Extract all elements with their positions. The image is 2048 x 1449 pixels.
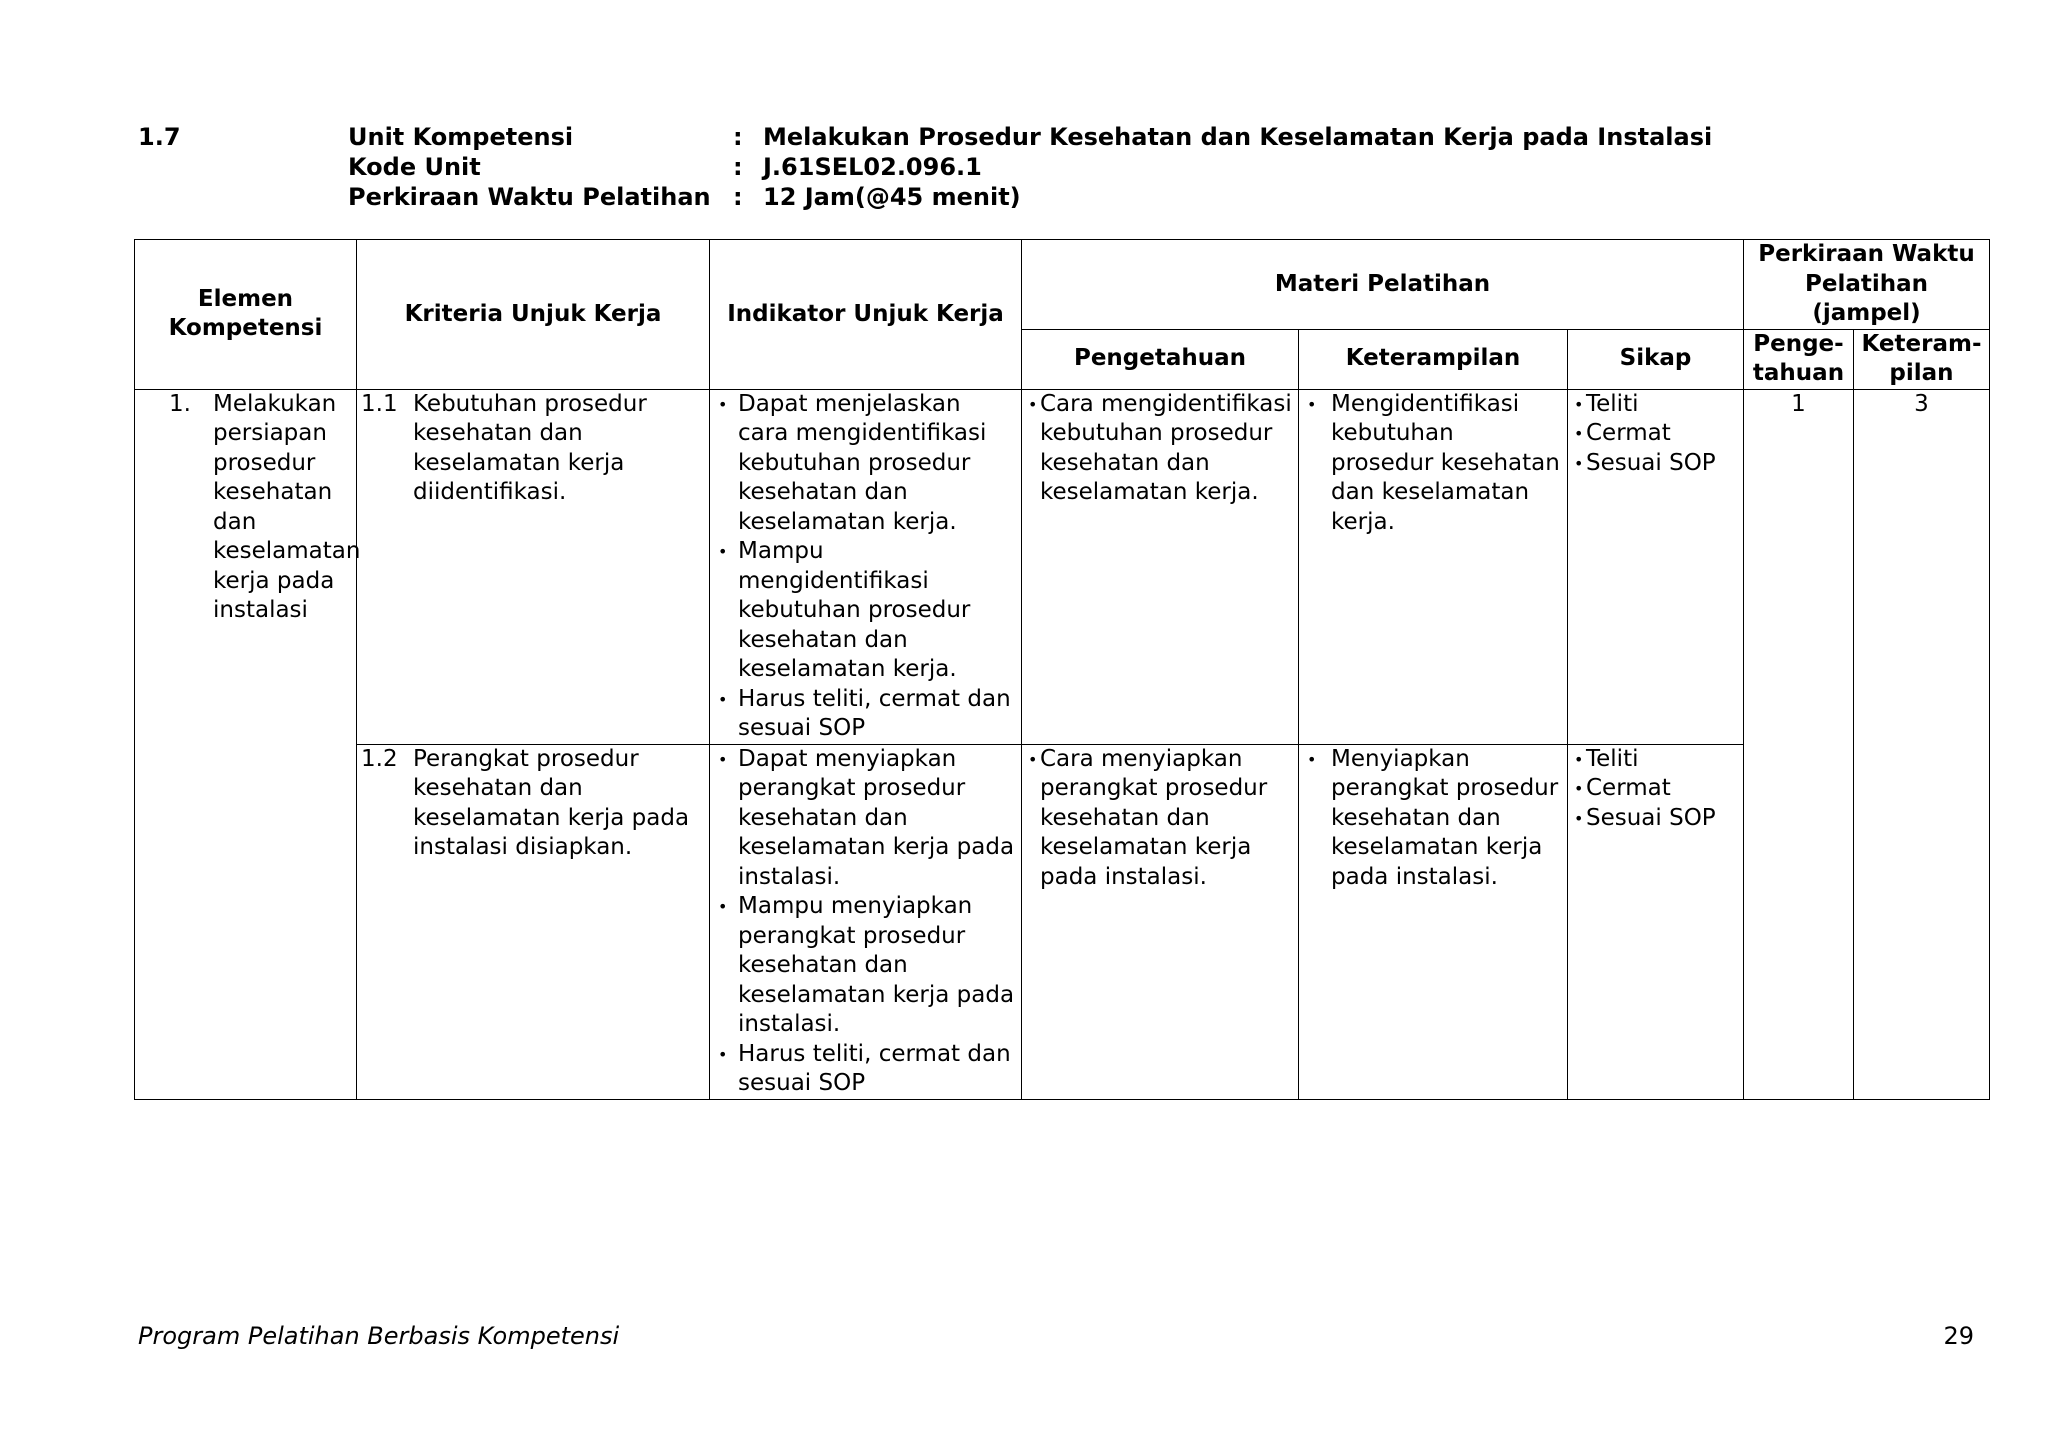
kuk-number: 1.1 — [361, 390, 398, 417]
sikap-cell — [1568, 389, 1744, 744]
unit-header — [138, 122, 1712, 212]
page-number: 29 — [1943, 1322, 1974, 1350]
kuk-cell — [357, 744, 710, 1099]
sikap-cell — [1568, 744, 1744, 1099]
list-item: • Sesuai SOP — [1572, 804, 1739, 834]
footer-program-title: Program Pelatihan Berbasis Kompetensi — [138, 1322, 620, 1350]
header-waktu: Perkiraan Waktu Pelatihan (jampel) — [1744, 240, 1990, 330]
header-row-kode — [138, 152, 1712, 182]
list-item: • Cara mengidentifikasi kebutuhan prosedur kesehatan dan keselamatan kerja. — [1026, 390, 1294, 508]
list-item: • Mampu mengidentifikasi kebutuhan prosedur kesehatan dan keselamatan kerja. — [714, 537, 1017, 685]
list-item: • Cermat — [1572, 774, 1739, 804]
header-value-waktu: 12 Jam(@45 menit) — [763, 183, 1021, 211]
list-item: • Teliti — [1572, 745, 1739, 775]
jampel-keterampilan: 3 — [1854, 389, 1990, 1099]
header-value-kode: J.61SEL02.096.1 — [763, 153, 982, 181]
indikator-cell — [710, 744, 1022, 1099]
header-penge-tahuan: Penge- tahuan — [1744, 329, 1854, 389]
header-row-unit — [138, 122, 1712, 152]
pengetahuan-cell — [1022, 389, 1299, 744]
list-item: • Mampu menyiapkan perangkat prosedur kesehatan dan keselamatan kerja pada instalasi. — [714, 892, 1017, 1040]
header-label: Perkiraan Waktu Pelatihan — [348, 183, 711, 211]
list-item: • Mengidentifikasi kebutuhan prosedur kesehatan dan keselamatan kerja. — [1303, 390, 1563, 538]
section-number: 1.7 — [138, 123, 181, 151]
list-item: • Sesuai SOP — [1572, 449, 1739, 479]
kuk-text: Perangkat prosedur kesehatan dan keselamatan kerja pada instalasi disiapkan. — [413, 745, 690, 860]
table-row — [135, 744, 1990, 1099]
list-item: • Cara menyiapkan perangkat prosedur kesehatan dan keselamatan kerja pada instalasi. — [1026, 745, 1294, 893]
header-colon: : — [733, 153, 743, 181]
elemen-text: Melakukan persiapan prosedur kesehatan dan keselamatan kerja pada instalasi — [213, 390, 361, 623]
table-row — [135, 389, 1990, 744]
keterampilan-cell — [1299, 744, 1568, 1099]
list-item: • Menyiapkan perangkat prosedur kesehatan dan keselamatan kerja pada instalasi. — [1303, 745, 1563, 893]
list-item: • Harus teliti, cermat dan sesuai SOP — [714, 685, 1017, 744]
kuk-number: 1.2 — [361, 745, 398, 772]
header-label: Kode Unit — [348, 153, 481, 181]
header-colon: : — [733, 123, 743, 151]
header-keterampilan: Keterampilan — [1299, 329, 1568, 389]
header-sikap: Sikap — [1568, 329, 1744, 389]
list-item: • Dapat menjelaskan cara mengidentifikasi kebutuhan prosedur kesehatan dan keselamatan kerja. — [714, 390, 1017, 538]
header-elemen: Elemen Kompetensi — [135, 240, 357, 390]
keterampilan-cell — [1299, 389, 1568, 744]
kuk-text: Kebutuhan prosedur kesehatan dan keselamatan kerja diidentifikasi. — [413, 390, 647, 505]
header-indikator: Indikator Unjuk Kerja — [710, 240, 1022, 390]
header-kriteria: Kriteria Unjuk Kerja — [357, 240, 710, 390]
header-pengetahuan: Pengetahuan — [1022, 329, 1299, 389]
list-item: • Dapat menyiapkan perangkat prosedur kesehatan dan keselamatan kerja pada instalasi. — [714, 745, 1017, 893]
kuk-cell — [357, 389, 710, 744]
elemen-number: 1. — [169, 390, 191, 417]
header-value-unit: Melakukan Prosedur Kesehatan dan Keselamatan Kerja pada Instalasi — [763, 123, 1713, 151]
pengetahuan-cell — [1022, 744, 1299, 1099]
header-keteram-pilan: Keteram- pilan — [1854, 329, 1990, 389]
jampel-pengetahuan: 1 — [1744, 389, 1854, 1099]
header-row-waktu — [138, 182, 1712, 212]
competency-table — [134, 239, 1990, 1100]
header-colon: : — [733, 183, 743, 211]
list-item: • Harus teliti, cermat dan sesuai SOP — [714, 1040, 1017, 1099]
header-materi: Materi Pelatihan — [1022, 240, 1744, 330]
list-item: • Teliti — [1572, 390, 1739, 420]
header-label: Unit Kompetensi — [348, 123, 574, 151]
indikator-cell — [710, 389, 1022, 744]
list-item: • Cermat — [1572, 419, 1739, 449]
elemen-cell — [135, 389, 361, 1099]
